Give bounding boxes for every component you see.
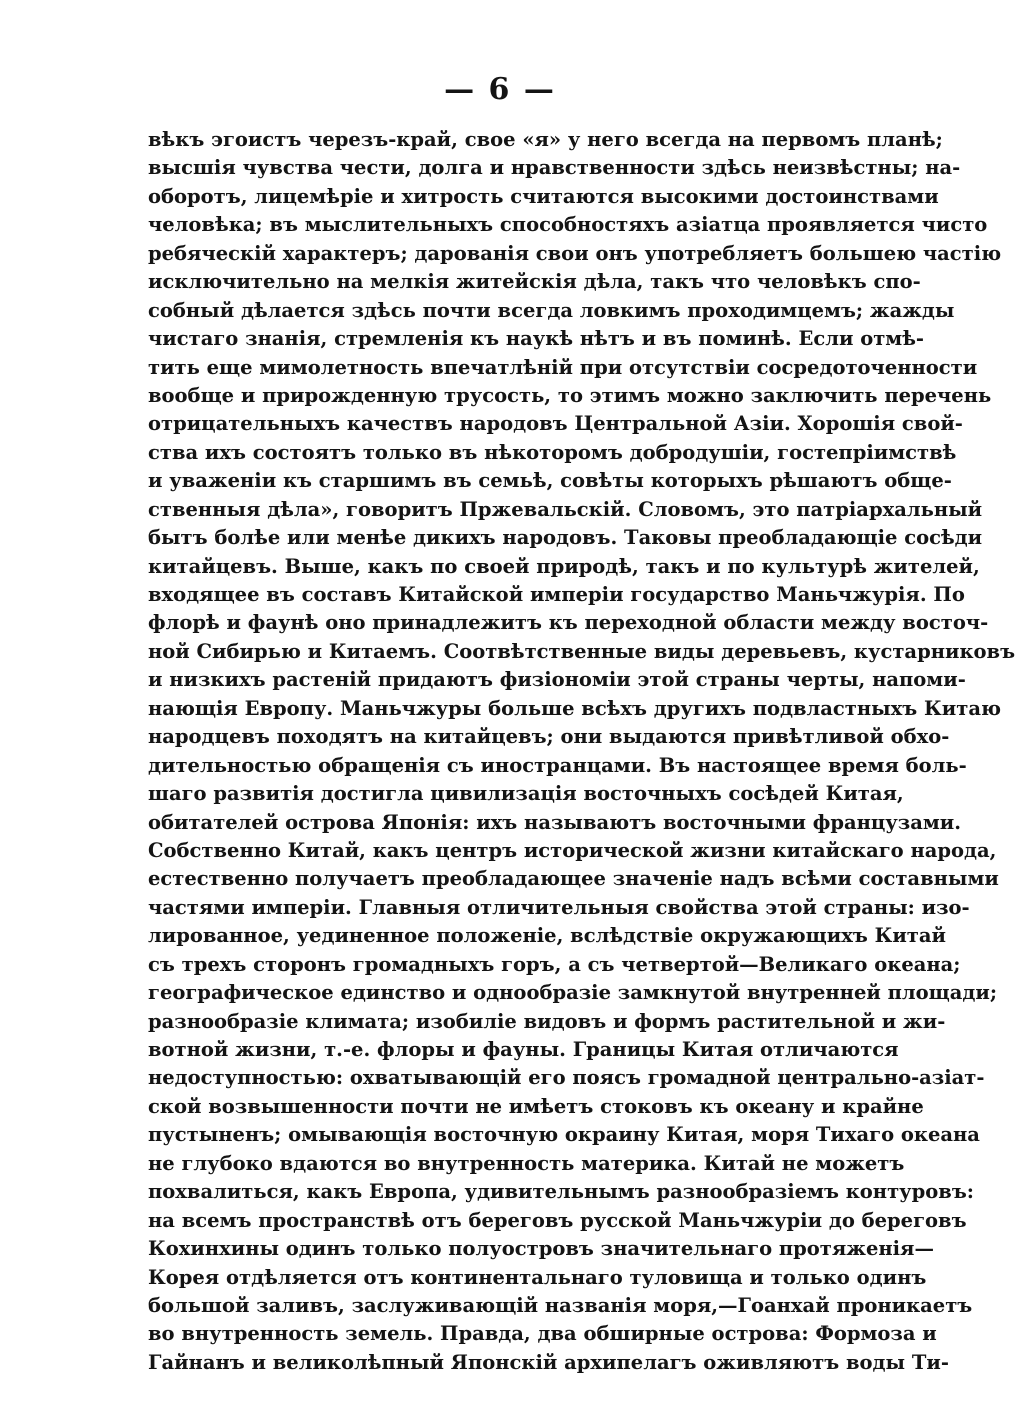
text-line: бытъ болѣе или менѣе дикихъ народовъ. Таковы преобладающіе сосѣди <box>148 526 983 550</box>
text-line: естественно получаетъ преобладающее значеніе надъ всѣми составными <box>148 867 999 891</box>
page-number: — 6 — <box>444 72 556 107</box>
text-line: Собственно Китай, какъ центръ исторической жизни китайскаго народа, <box>148 838 997 862</box>
text-line: оборотъ, лицемѣріе и хитрость считаются высокими достоинствами <box>148 184 939 208</box>
text-line: китайцевъ. Выше, какъ по своей природѣ, такъ и по культурѣ жителей, <box>148 554 980 578</box>
text-line: тить еще мимолетность впечатлѣній при отсутствіи сосредоточенности <box>148 355 978 379</box>
text-line: недоступностью: охватывающій его поясъ громадной центрально-азіат- <box>148 1066 985 1090</box>
text-line: дительностью обращенія съ иностранцами. Въ настоящее время боль- <box>148 753 967 777</box>
text-line: и низкихъ растеній придаютъ физіономіи этой страны черты, напоми- <box>148 668 966 692</box>
text-line: Кохинхины одинъ только полуостровъ значительнаго протяженія— <box>148 1237 934 1261</box>
text-line: вѣкъ эгоистъ черезъ-край, свое «я» у него всегда на первомъ планѣ; <box>148 128 943 151</box>
text-line: отрицательныхъ качествъ народовъ Центральной Азіи. Хорошія свой- <box>148 412 963 436</box>
text-line: ребяческій характеръ; дарованія свои онъ употребляетъ большею частію <box>148 241 1002 265</box>
text-line: ной Сибирью и Китаемъ. Соотвѣтственные виды деревьевъ, кустарниковъ <box>148 639 1015 663</box>
text-line: флорѣ и фаунѣ оно принадлежитъ къ переходной области между восточ- <box>148 611 989 635</box>
text-line: не глубоко вдаются во внутренность материка. Китай не можетъ <box>148 1151 905 1175</box>
text-line: и уваженіи къ старшимъ въ семьѣ, совѣты которыхъ рѣшаютъ обще- <box>148 469 952 493</box>
text-line: ства ихъ состоятъ только въ нѣкоторомъ добродушіи, гостепріимствѣ <box>148 440 957 464</box>
text-line: чистаго знанія, стремленія къ наукѣ нѣтъ и въ поминѣ. Если отмѣ- <box>148 327 925 351</box>
text-line: высшія чувства чести, долга и нравственности здѣсь неизвѣстны; на- <box>148 156 961 180</box>
text-line: географическое единство и однообразіе замкнутой внутренней площади; <box>148 981 998 1005</box>
text-line: во внутренность земель. Правда, два обширные острова: Формоза и <box>148 1322 937 1346</box>
text-line: нающія Европу. Маньчжуры больше всѣхъ другихъ подвластныхъ Китаю <box>148 696 1001 720</box>
text-line: съ трехъ сторонъ громадныхъ горъ, а съ четвертой—Великаго океана; <box>148 952 961 976</box>
text-line: большой заливъ, заслуживающій названія моря,—Гоанхай проникаетъ <box>148 1293 973 1317</box>
body-text <box>148 126 1015 1377</box>
text-line: ственныя дѣла», говоритъ Пржевальскій. Словомъ, это патріархальный <box>148 497 983 521</box>
text-line: вообще и прирожденную трусость, то этимъ можно заключить перечень <box>148 383 992 407</box>
text-line: вотной жизни, т.-е. флоры и фауны. Границы Китая отличаются <box>148 1038 899 1061</box>
text-line: входящее въ составъ Китайской имперіи государство Маньчжурія. По <box>148 583 965 606</box>
text-line: народцевъ походятъ на китайцевъ; они выдаются привѣтливой обхо- <box>148 725 950 749</box>
text-line: шаго развитія достигла цивилизація восточныхъ сосѣдей Китая, <box>148 782 904 806</box>
text-line: частями имперіи. Главныя отличительныя свойства этой страны: изо- <box>148 895 970 919</box>
text-line: обитателей острова Японія: ихъ называютъ восточными французами. <box>148 810 962 834</box>
text-line: собный дѣлается здѣсь почти всегда ловкимъ проходимцемъ; жажды <box>148 298 955 322</box>
text-line: ской возвышенности почти не имѣетъ стоковъ къ океану и крайне <box>148 1094 924 1118</box>
text-line: похвалиться, какъ Европа, удивительнымъ разнообразіемъ контуровъ: <box>148 1180 974 1204</box>
text-line: Корея отдѣляется отъ континентальнаго туловища и только одинъ <box>148 1265 927 1289</box>
text-line: лированное, уединенное положеніе, вслѣдствіе окружающихъ Китай <box>148 924 946 948</box>
text-line: исключительно на мелкія житейскія дѣла, такъ что человѣкъ спо- <box>148 270 921 294</box>
text-line: человѣка; въ мыслительныхъ способностяхъ азіатца проявляется чисто <box>148 213 988 237</box>
text-line: Гайнанъ и великолѣпный Японскій архипелагъ оживляютъ воды Ти- <box>148 1350 949 1374</box>
text-line: разнообразіе климата; изобиліе видовъ и формъ растительной и жи- <box>148 1009 946 1033</box>
text-line: пустыненъ; омывающія восточную окраину Китая, моря Тихаго океана <box>148 1123 980 1147</box>
text-line: на всемъ пространствѣ отъ береговъ русской Маньчжуріи до береговъ <box>148 1208 967 1232</box>
